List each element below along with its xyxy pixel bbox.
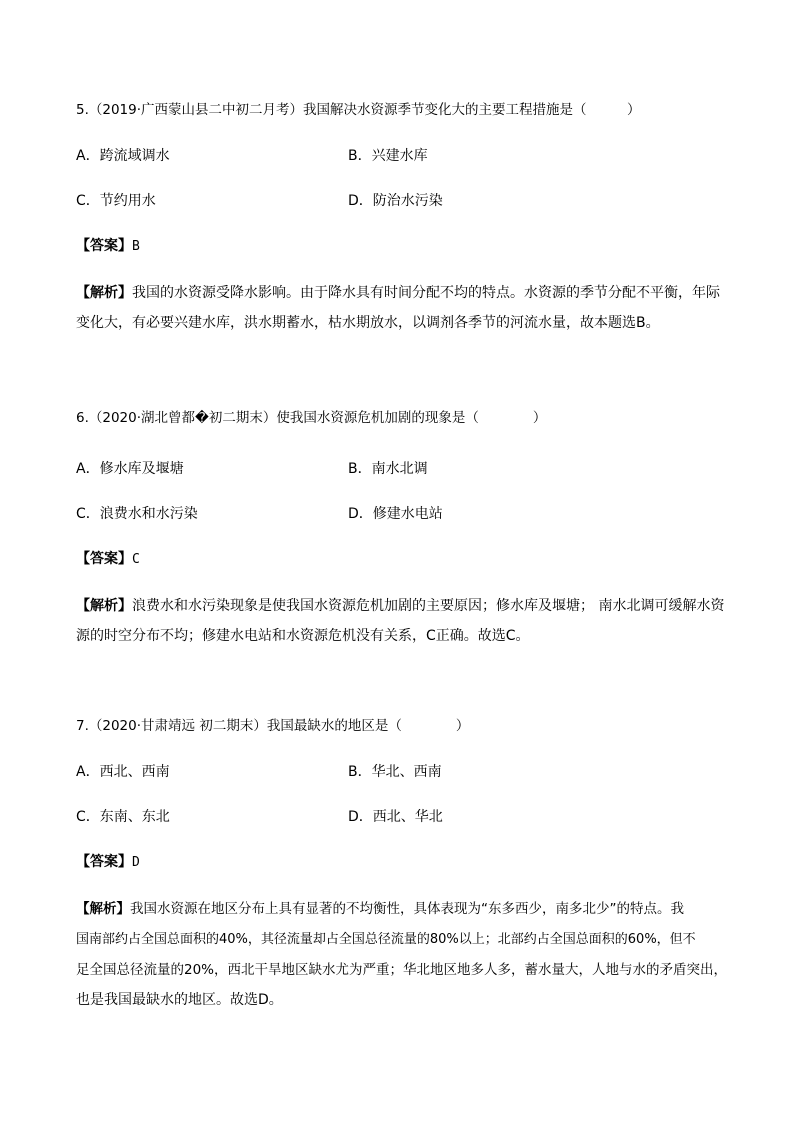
question-5-stem: 5.（2019·广西蒙山县二中初二月考）我国解决水资源季节变化大的主要工程措施是（ ） [76,102,641,118]
question-7-analysis-line-2: 国南部约占全国总面积的40%，其径流量却占全国总径流量的80%以上；北部约占全国总面积的60%，但不 [76,932,696,947]
question-7-answer [76,852,140,873]
question-7-stem: 7.（2020·甘肃靖远 初二期末）我国最缺水的地区是（ ） [76,718,470,734]
question-6-analysis-line-2: 源的时空分布不均；修建水电站和水资源危机没有关系，C正确。故选C。 [76,628,530,644]
question-6-answer [76,549,140,570]
answer-tag: 【答案】 [76,238,132,254]
question-5-answer [76,236,140,257]
question-5-option-d: D．防治水污染 [348,193,443,209]
question-5-option-a: A．跨流域调水 [76,148,170,164]
answer-tag: 【答案】 [76,854,132,870]
answer-tag: 【答案】 [76,551,132,567]
answer-value: C [132,552,140,567]
question-7-option-a: A．西北、西南 [76,764,170,780]
analysis-text: 我国的水资源受降水影响。由于降水具有时间分配不均的特点。水资源的季节分配不平衡，年际 [132,285,720,301]
analysis-tag: 【解析】 [76,901,130,917]
question-6-stem: 6.（2020·湖北曾都�初二期末）使我国水资源危机加剧的现象是（ ） [76,410,547,426]
analysis-tag: 【解析】 [76,285,132,301]
answer-value: B [132,239,140,254]
question-6-option-c: C．浪费水和水污染 [76,506,198,522]
analysis-text: 浪费水和水污染现象是使我国水资源危机加剧的主要原因；修水库及堰塘； 南水北调可缓解水资 [132,598,725,614]
question-6-option-d: D．修建水电站 [348,506,443,522]
question-7-analysis-line-3: 足全国总径流量的20%，西北干旱地区缺水尤为严重；华北地区地多人多，蓄水量大，人地与水的矛盾突出， [76,962,728,978]
question-7-option-c: C．东南、东北 [76,809,170,825]
question-7-analysis-line-4: 也是我国最缺水的地区。故选D。 [76,992,283,1008]
question-7-option-b: B．华北、西南 [348,764,442,780]
question-5-option-b: B．兴建水库 [348,148,428,164]
question-7-analysis-line-1 [76,899,684,919]
question-6-analysis-line-1 [76,596,724,616]
analysis-tag: 【解析】 [76,598,132,614]
question-5-analysis-line-1 [76,283,720,303]
analysis-text: 我国水资源在地区分布上具有显著的不均衡性，具体表现为“东多西少，南多北少”的特点。我 [130,901,684,917]
question-5-option-c: C．节约用水 [76,193,156,209]
question-6-option-b: B．南水北调 [348,461,428,477]
question-6-option-a: A．修水库及堰塘 [76,461,184,477]
question-5-analysis-line-2: 变化大，有必要兴建水库，洪水期蓄水，枯水期放水，以调剂各季节的河流水量，故本题选B。 [76,315,660,331]
answer-value: D [132,855,140,870]
question-7-option-d: D．西北、华北 [348,809,443,825]
